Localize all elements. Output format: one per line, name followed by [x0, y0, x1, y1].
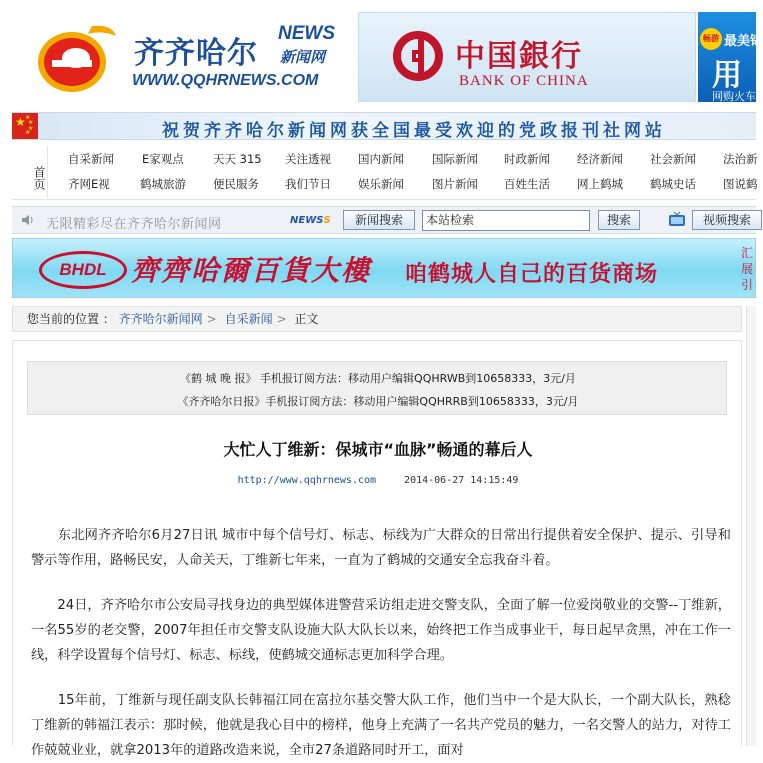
main-navigation [12, 146, 756, 200]
chevron-right-icon: > [276, 312, 287, 326]
nav-item[interactable]: 自采新闻 [68, 152, 114, 166]
logo-news-word: NEWS [278, 23, 335, 44]
search-input[interactable]: 本站检索 [422, 210, 590, 231]
article-paragraph: 24日，齐齐哈尔市公安局寻找身边的典型媒体进警营采访组走进交警支队，全面了解一位爱岗敬业的交警--丁维新，一名55岁的老交警，2007年担任市交警支队设施大队大队长以来，始终把工作当成事业干，每日起早贪黑，冲在工作一线，科学设置每个信号灯、标志、标线，使鹤城交通标志更加科学合理。 [31, 598, 731, 663]
nav-item[interactable]: 我们节日 [285, 177, 331, 191]
bank-of-china-banner[interactable] [358, 12, 696, 102]
nav-item[interactable]: 关注透视 [285, 152, 331, 166]
nav-item[interactable]: 社会新闻 [650, 152, 696, 166]
bhdl-logo: BHDL [39, 251, 127, 289]
article-panel [12, 340, 742, 758]
side-ad-tag: 畅游 [700, 28, 722, 50]
ad-store-name: 齊齊哈爾百貨大樓 [131, 254, 372, 287]
speaker-icon [22, 215, 34, 225]
logo-chinese-name: 齐齐哈尔 [134, 36, 258, 71]
breadcrumb-prefix: 您当前的位置 ： [27, 312, 115, 326]
search-bar [12, 206, 756, 234]
nav-item[interactable]: 天天 315 [213, 152, 262, 166]
breadcrumb-current: 正文 [294, 312, 319, 326]
search-slogan: 无限精彩尽在齐齐哈尔新闻网 [46, 217, 222, 232]
boc-logo-icon [393, 31, 443, 81]
nav-item[interactable]: 娱乐新闻 [358, 177, 404, 191]
nav-item[interactable]: 时政新闻 [504, 152, 550, 166]
breadcrumb [12, 306, 742, 332]
article-datetime: 2014-06-27 14:15:49 [404, 475, 519, 486]
article-meta [13, 475, 743, 486]
logo-news-chinese: 新闻网 [280, 48, 326, 66]
department-store-ad[interactable] [12, 238, 756, 298]
article-paragraph: 东北网齐齐哈尔6月27日讯 城市中每个信号灯、标志、标线为广大群众的日常出行提供着安全保护、提示、引导和警示等作用，路畅民安，人命关天，丁维新七年来，一直为了鹤城的交通安全忘我奋斗着。 [31, 528, 731, 568]
site-logo[interactable] [22, 14, 352, 100]
nav-item[interactable]: 法治新 [723, 152, 758, 166]
subscription-box [27, 361, 727, 415]
side-ad-text-1: 最美锦 [724, 34, 763, 49]
site-header [0, 0, 763, 108]
chevron-right-icon: > [206, 312, 217, 326]
ad-slogan: 咱鹤城人自己的百货商场 [405, 262, 659, 287]
boc-english-name: BANK OF CHINA [459, 73, 589, 89]
article-source-link[interactable]: http://www.qqhrnews.com [237, 475, 377, 486]
nav-item[interactable]: 经济新闻 [577, 152, 623, 166]
nav-item[interactable]: 国际新闻 [432, 152, 478, 166]
subscription-line-1: 《鹤 城 晚 报》 手机报订阅方法：移动用户编辑QQHRWB到10658333，3元/月 [180, 372, 576, 385]
congrats-text: 祝贺齐齐哈尔新闻网获全国最受欢迎的党政报刊社网站 [162, 121, 666, 141]
nav-item[interactable]: 齐网E视 [68, 177, 110, 191]
right-scroll-strip[interactable] [746, 306, 756, 746]
logo-e-mark-icon [32, 18, 118, 98]
congrats-banner [12, 112, 756, 140]
ad-side-text: 汇展引 [741, 246, 754, 292]
news-logo-s: S [323, 215, 331, 226]
article-title: 大忙人丁维新：保城市“血脉”畅通的幕后人 [223, 440, 533, 459]
breadcrumb-site-link[interactable]: 齐齐哈尔新闻网 [118, 312, 203, 326]
nav-item[interactable]: 鹤城旅游 [140, 177, 186, 191]
nav-item[interactable]: 鹤城史话 [650, 177, 696, 191]
side-ad-text-2: 用 [712, 58, 742, 93]
news-logo-icon [290, 215, 331, 226]
tv-icon [668, 212, 686, 228]
search-button[interactable]: 搜索 [598, 210, 640, 230]
china-flag-icon: ★ ★ ★ ★ ★ [12, 113, 38, 139]
news-logo-text: NEWS [290, 215, 324, 226]
nav-item[interactable]: 国内新闻 [358, 152, 404, 166]
nav-item[interactable]: 图片新闻 [432, 177, 478, 191]
side-ad-text-3: 网购火车 [712, 90, 756, 103]
nav-item[interactable]: E家观点 [142, 152, 184, 166]
nav-item[interactable]: 图说鹤 [723, 177, 758, 191]
nav-item[interactable]: 网上鹤城 [577, 177, 623, 191]
video-search-button[interactable]: 视频搜索 [692, 210, 762, 230]
nav-row-2 [52, 176, 762, 196]
news-search-button[interactable]: 新闻搜索 [343, 210, 415, 230]
side-ad-banner[interactable] [698, 12, 763, 103]
boc-chinese-name: 中国銀行 [455, 39, 583, 74]
article-paragraph: 15年前，丁维新与现任副支队长韩福江同在富拉尔基交警大队工作，他们当中一个是大队长，一个副大队长，熟稔丁维新的韩福江表示：那时候，他就是我心目中的榜样，他身上充满了一名共产党员的魅力，一名交警人的站力，对待工作兢兢业业，就拿2013年的道路改造来说，全市27条道路同时开工，面对 [31, 693, 731, 758]
nav-item[interactable]: 百姓生活 [504, 177, 550, 191]
nav-row-1 [52, 151, 762, 171]
nav-home[interactable]: 首页 [12, 146, 48, 200]
subscription-line-2: 《齐齐哈尔日报》手机报订阅方法：移动用户编辑QQHRRB到10658333，3元/月 [177, 395, 579, 408]
logo-url: WWW.QQHRNEWS.COM [132, 72, 319, 89]
breadcrumb-section-link[interactable]: 自采新闻 [224, 312, 273, 326]
nav-item[interactable]: 便民服务 [213, 177, 259, 191]
